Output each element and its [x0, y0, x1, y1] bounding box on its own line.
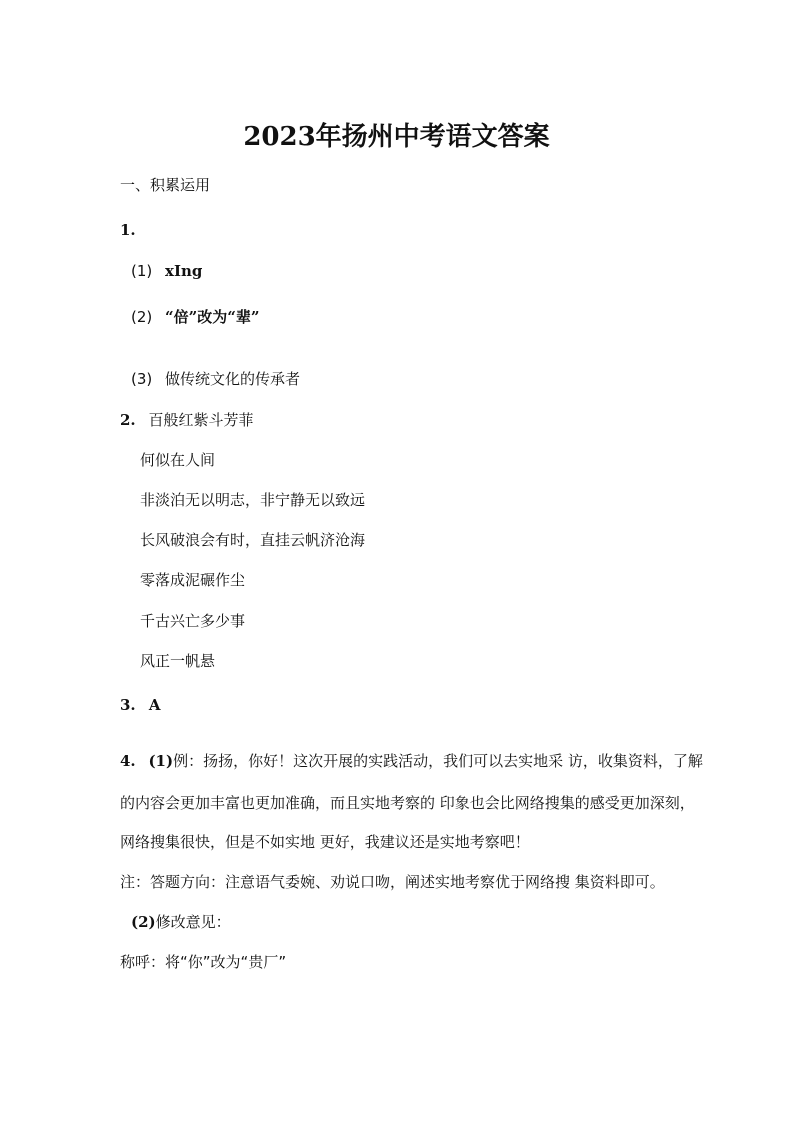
- page-title: 2023年扬州中考语文答案: [243, 122, 550, 152]
- item-label: (1): [131, 262, 153, 280]
- poem-line: 长风破浪会有时，直挂云帆济沧海: [140, 531, 366, 549]
- item-text: xIng: [165, 262, 203, 280]
- item-text: “倍”改为“辈”: [165, 308, 260, 326]
- question-number: 3.: [120, 696, 136, 714]
- section-heading: 一、积累运用: [120, 176, 211, 194]
- item-label: (2): [131, 308, 153, 326]
- q4-part2-heading: [131, 912, 231, 932]
- q3-answer: [120, 695, 161, 715]
- poem-line: 千古兴亡多少事: [140, 612, 246, 630]
- part-title: 修改意见：: [155, 913, 231, 931]
- question-number: 2.: [120, 411, 136, 429]
- answer-text: 的内容会更加丰富也更加准确，而且实地考察的 印象也会比网络搜集的感受更加深刻，: [120, 794, 695, 812]
- answer-text: 例：扬扬，你好！这次开展的实践活动，我们可以去实地采 访，收集资料，了解: [173, 752, 703, 770]
- salutation-text: 称呼：将“你”改为“贵厂”: [120, 953, 287, 971]
- q2-first-line: [120, 410, 253, 430]
- answer-text: 网络搜集很快，但是不如实地 更好，我建议还是实地考察吧！: [120, 833, 530, 851]
- poem-line: 非淡泊无以明志，非宁静无以致远: [140, 491, 366, 509]
- poem-line: 风正一帆悬: [140, 652, 216, 670]
- q1-item-3: [131, 369, 300, 389]
- note-text: 注：答题方向：注意语气委婉、劝说口吻，阐述实地考察优于网络搜 集资料即可。: [120, 873, 665, 891]
- part-label: (1): [148, 752, 174, 770]
- question-number: 1.: [120, 221, 136, 239]
- question-number: 4.: [120, 752, 136, 770]
- q4-part1-line: [120, 751, 703, 771]
- poem-line: 百般红紫斗芳菲: [148, 411, 254, 429]
- part-label: (2): [131, 913, 156, 931]
- poem-line: 何似在人间: [140, 451, 216, 469]
- item-label: (3): [131, 370, 153, 388]
- poem-line: 零落成泥碾作尘: [140, 571, 246, 589]
- q1-item-2: [131, 307, 260, 327]
- q1-item-1: [131, 261, 202, 281]
- answer-text: A: [148, 696, 161, 714]
- item-text: 做传统文化的传承者: [165, 370, 301, 388]
